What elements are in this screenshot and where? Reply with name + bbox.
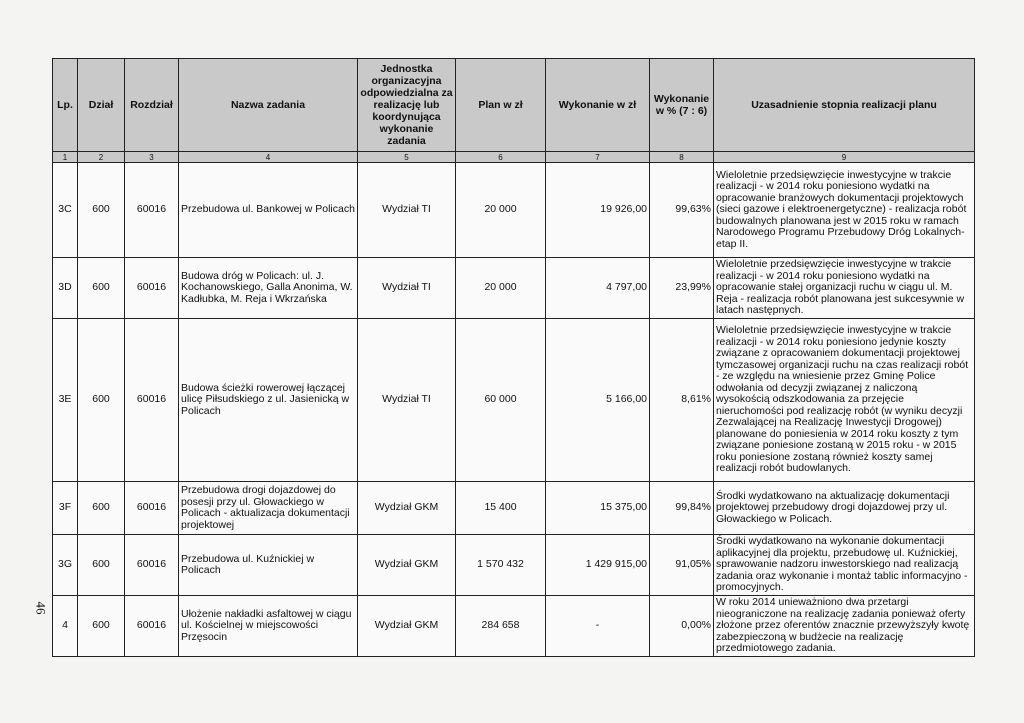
cell-jednostka: Wydział TI bbox=[358, 163, 456, 258]
cell-dzial: 600 bbox=[78, 258, 125, 319]
cell-plan: 60 000 bbox=[456, 319, 546, 482]
table-row bbox=[53, 319, 975, 482]
col-number: 6 bbox=[456, 152, 546, 163]
cell-rozdzial: 60016 bbox=[125, 319, 179, 482]
cell-dzial: 600 bbox=[78, 319, 125, 482]
col-number: 2 bbox=[78, 152, 125, 163]
table-row bbox=[53, 596, 975, 657]
cell-lp: 3G bbox=[53, 535, 78, 596]
cell-jednostka: Wydział GKM bbox=[358, 596, 456, 657]
cell-dzial: 600 bbox=[78, 482, 125, 535]
cell-procent: 23,99% bbox=[650, 258, 714, 319]
header-row bbox=[53, 59, 975, 152]
cell-rozdzial: 60016 bbox=[125, 482, 179, 535]
cell-rozdzial: 60016 bbox=[125, 535, 179, 596]
cell-nazwa: Przebudowa ul. Bankowej w Policach bbox=[179, 163, 358, 258]
col-number: 9 bbox=[714, 152, 975, 163]
column-number-row bbox=[53, 152, 975, 163]
col-header-dzial: Dział bbox=[78, 59, 125, 152]
cell-nazwa: Budowa ścieżki rowerowej łączącej ulicę Piłsudskiego z ul. Jasienicką w Policach bbox=[179, 319, 358, 482]
cell-uzasadnienie: W roku 2014 unieważniono dwa przetargi nieograniczone na realizację zadania ponieważ oferty złożone przez oferentów znacznie przewyższyły kwotę zabezpieczoną w budżecie na realizację przedmiotowego zadania. bbox=[714, 596, 975, 657]
cell-procent: 99,84% bbox=[650, 482, 714, 535]
cell-procent: 91,05% bbox=[650, 535, 714, 596]
cell-nazwa: Przebudowa drogi dojazdowej do posesji przy ul. Głowackiego w Policach - aktualizacja dokumentacji projektowej bbox=[179, 482, 358, 535]
cell-jednostka: Wydział GKM bbox=[358, 535, 456, 596]
col-number: 8 bbox=[650, 152, 714, 163]
cell-uzasadnienie: Wieloletnie przedsięwzięcie inwestycyjne w trakcie realizacji - w 2014 roku poniesiono wydatki na opracowanie stałej organizacji ruchu w ciągu ul. M. Reja - realizacja robót planowana jest sukcesywnie w latach następnych. bbox=[714, 258, 975, 319]
cell-rozdzial: 60016 bbox=[125, 596, 179, 657]
cell-wykonanie: - bbox=[546, 596, 650, 657]
cell-dzial: 600 bbox=[78, 535, 125, 596]
col-number: 3 bbox=[125, 152, 179, 163]
budget-execution-table bbox=[52, 58, 975, 657]
col-header-wykonanie-pct: Wykonanie w % (7 : 6) bbox=[650, 59, 714, 152]
cell-lp: 3C bbox=[53, 163, 78, 258]
col-header-nazwa: Nazwa zadania bbox=[179, 59, 358, 152]
cell-plan: 15 400 bbox=[456, 482, 546, 535]
cell-lp: 3F bbox=[53, 482, 78, 535]
cell-uzasadnienie: Wieloletnie przedsięwzięcie inwestycyjne w trakcie realizacji - w 2014 roku poniesiono jedynie koszty związane z opracowaniem dokumentacji projektowej tymczasowej organizacji ruchu na czas realizacji robót - ze względu na wniesienie przez Gminę Police odwołania od decyzji związanej z naliczoną wysokością odszkodowania za przejęcie nieruchomości pod realizację robót (w wyniku decyzji Zezwalającej na Realizację Inwestycji Drogowej) planowane do poniesienia w 2014 roku koszty z tym związane poniesione zostaną w 2015 roku - w 2015 roku poniesione zostaną również koszty samej realizacji robót budowlanych. bbox=[714, 319, 975, 482]
table-row bbox=[53, 258, 975, 319]
table-row bbox=[53, 482, 975, 535]
cell-plan: 1 570 432 bbox=[456, 535, 546, 596]
cell-nazwa: Przebudowa ul. Kuźnickiej w Policach bbox=[179, 535, 358, 596]
cell-jednostka: Wydział TI bbox=[358, 319, 456, 482]
cell-wykonanie: 4 797,00 bbox=[546, 258, 650, 319]
cell-nazwa: Ułożenie nakładki asfaltowej w ciągu ul. Kościelnej w miejscowości Przęsocin bbox=[179, 596, 358, 657]
cell-uzasadnienie: Wieloletnie przedsięwzięcie inwestycyjne w trakcie realizacji - w 2014 roku poniesiono wydatki na opracowanie branżowych dokumentacji projektowych (sieci gazowe i elektroenergetyczne) - realizacja robót budowalnych planowana jest w 2015 roku w ramach Narodowego Programu Przebudowy Dróg Lokalnych-etap II. bbox=[714, 163, 975, 258]
cell-wykonanie: 1 429 915,00 bbox=[546, 535, 650, 596]
col-header-uzasadnienie: Uzasadnienie stopnia realizacji planu bbox=[714, 59, 975, 152]
cell-uzasadnienie: Środki wydatkowano na wykonanie dokumentacji aplikacyjnej dla projektu, przebudowę ul. Kuźnickiej, sprawowanie nadzoru inwestorskiego nad realizacją zadania oraz wykonanie i montaż tablic informacyjno - promocyjnych. bbox=[714, 535, 975, 596]
cell-lp: 3D bbox=[53, 258, 78, 319]
cell-plan: 284 658 bbox=[456, 596, 546, 657]
col-number: 5 bbox=[358, 152, 456, 163]
cell-procent: 99,63% bbox=[650, 163, 714, 258]
cell-dzial: 600 bbox=[78, 596, 125, 657]
cell-dzial: 600 bbox=[78, 163, 125, 258]
col-header-wykonanie-zl: Wykonanie w zł bbox=[546, 59, 650, 152]
table-row bbox=[53, 163, 975, 258]
cell-wykonanie: 15 375,00 bbox=[546, 482, 650, 535]
col-header-plan: Plan w zł bbox=[456, 59, 546, 152]
cell-rozdzial: 60016 bbox=[125, 258, 179, 319]
cell-jednostka: Wydział GKM bbox=[358, 482, 456, 535]
col-number: 4 bbox=[179, 152, 358, 163]
cell-plan: 20 000 bbox=[456, 258, 546, 319]
col-header-rozdzial: Rozdział bbox=[125, 59, 179, 152]
cell-procent: 0,00% bbox=[650, 596, 714, 657]
cell-plan: 20 000 bbox=[456, 163, 546, 258]
cell-rozdzial: 60016 bbox=[125, 163, 179, 258]
cell-uzasadnienie: Środki wydatkowano na aktualizację dokumentacji projektowej przebudowy drogi dojazdowej przy ul. Głowackiego w Policach. bbox=[714, 482, 975, 535]
page-number-mark: 46 bbox=[33, 601, 49, 615]
table-row bbox=[53, 535, 975, 596]
cell-nazwa: Budowa dróg w Policach: ul. J. Kochanowskiego, Galla Anonima, W. Kadłubka, M. Reja i Wkrzańska bbox=[179, 258, 358, 319]
cell-lp: 3E bbox=[53, 319, 78, 482]
col-header-jednostka: Jednostka organizacyjna odpowiedzialna za realizację lub koordynująca wykonanie zadania bbox=[358, 59, 456, 152]
col-number: 7 bbox=[546, 152, 650, 163]
cell-procent: 8,61% bbox=[650, 319, 714, 482]
col-header-lp: Lp. bbox=[53, 59, 78, 152]
cell-wykonanie: 19 926,00 bbox=[546, 163, 650, 258]
cell-wykonanie: 5 166,00 bbox=[546, 319, 650, 482]
cell-jednostka: Wydział TI bbox=[358, 258, 456, 319]
cell-lp: 4 bbox=[53, 596, 78, 657]
col-number: 1 bbox=[53, 152, 78, 163]
